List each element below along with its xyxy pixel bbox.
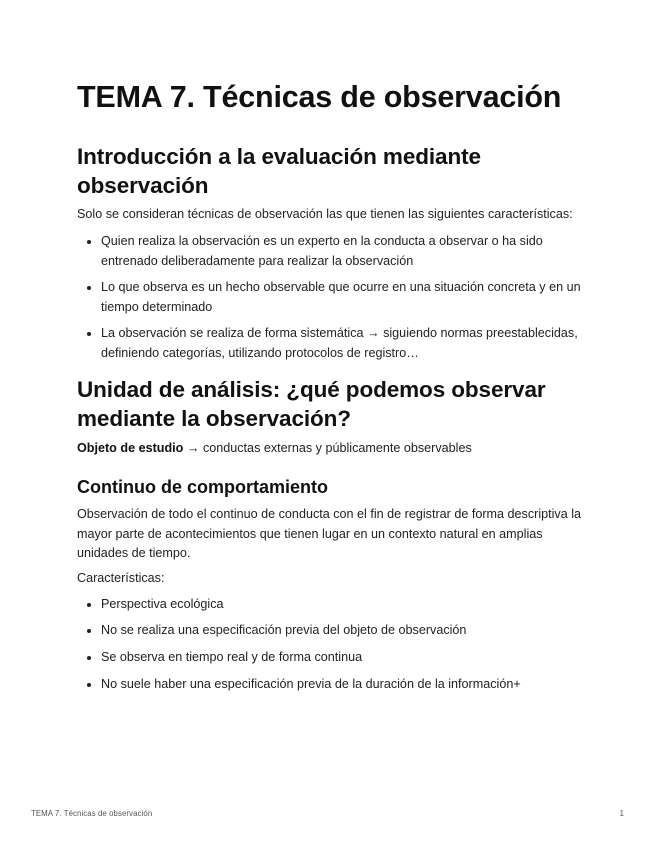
list-item: No suele haber una especificación previa de la duración de la información+ — [77, 675, 582, 694]
page-title: TEMA 7. Técnicas de observación — [77, 80, 562, 114]
list-item: Se observa en tiempo real y de forma continua — [77, 648, 582, 667]
section-heading-unidad: Unidad de análisis: ¿qué podemos observar mediante la observación? — [77, 377, 546, 432]
caracteristicas-bullet-list — [77, 595, 582, 695]
page-number: 1 — [619, 809, 624, 818]
objeto-paragraph — [77, 439, 582, 458]
list-item: No se realiza una especificación previa del objeto de observación — [77, 621, 582, 640]
intro-paragraph: Solo se consideran técnicas de observación las que tienen las siguientes características: — [77, 207, 573, 221]
objeto-text: → conductas externas y públicamente observables — [183, 441, 472, 456]
footer-title: TEMA 7. Técnicas de observación — [31, 809, 153, 818]
list-item: La observación se realiza de forma sistemática → siguiendo normas preestablecidas, definiendo categorías, utilizando protocolos de registro… — [77, 324, 582, 363]
subsection-heading-continuo: Continuo de comportamiento — [77, 477, 328, 498]
section-heading-intro: Introducción a la evaluación mediante observación — [77, 144, 481, 198]
list-item: Lo que observa es un hecho observable que ocurre en una situación concreta y en un tiempo determinado — [77, 278, 582, 317]
caracteristicas-label: Características: — [77, 571, 165, 586]
list-item: Quien realiza la observación es un experto en la conducta a observar o ha sido entrenado deliberadamente para realizar la observación — [77, 232, 582, 271]
continuo-paragraph: Observación de todo el continuo de conducta con el fin de registrar de forma descriptiva la mayor parte de acontecimientos que tienen lugar en un contexto natural en amplias unidades de tiempo. — [77, 507, 582, 560]
page-content — [77, 78, 582, 702]
objeto-label: Objeto de estudio — [77, 441, 184, 456]
list-item: Perspectiva ecológica — [77, 595, 582, 614]
intro-bullet-list — [77, 232, 582, 363]
